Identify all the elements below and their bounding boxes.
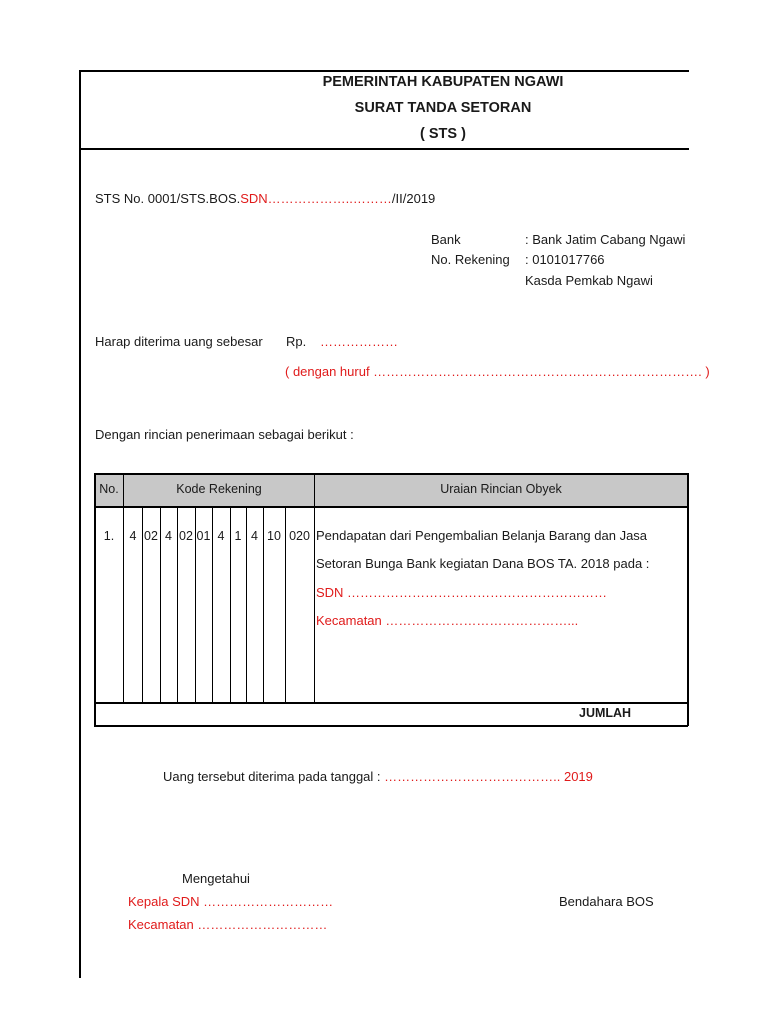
kode-segment: 020: [289, 529, 310, 543]
header-title-government: PEMERINTAH KABUPATEN NGAWI: [322, 74, 564, 90]
kode-segment: 10: [267, 529, 281, 543]
amount-rp: Rp.: [286, 334, 307, 349]
kode-segment: 4: [129, 529, 137, 543]
sts-number-sdn: SDN………………..………: [240, 191, 392, 206]
received-statement: [163, 769, 593, 784]
kode-segment: 4: [165, 529, 172, 543]
uraian-line-2: Setoran Bunga Bank kegiatan Dana BOS TA. 2018 pada :: [316, 556, 650, 571]
sign-bendahara: Bendahara BOS: [559, 894, 654, 909]
page-top-border: [79, 70, 689, 72]
uraian-line-1: Pendapatan dari Pengembalian Belanja Barang dan Jasa: [316, 528, 648, 543]
amount-in-words: ( dengan huruf …………………………………………………………………. ): [285, 364, 710, 379]
header-title-sts: SURAT TANDA SETORAN: [354, 100, 532, 116]
amount-label: Harap diterima uang sebesar: [95, 334, 263, 349]
sts-number: [95, 191, 435, 206]
sts-number-prefix: STS No. 0001/STS.BOS.: [95, 191, 241, 206]
account-holder: Kasda Pemkab Ngawi: [525, 273, 653, 288]
kode-segment: 4: [251, 529, 258, 543]
sign-mengetahui: Mengetahui: [182, 871, 250, 886]
col-header-uraian: Uraian Rincian Obyek: [440, 482, 562, 496]
jumlah-label: JUMLAH: [579, 706, 632, 720]
col-header-no: No.: [99, 482, 119, 496]
sts-number-suffix: /II/2019: [391, 191, 436, 206]
header-bottom-border: [79, 148, 689, 150]
received-text: Uang tersebut diterima pada tanggal :: [163, 769, 385, 784]
rincian-intro: Dengan rincian penerimaan sebagai berikut :: [95, 427, 354, 442]
account-value: : 0101017766: [525, 252, 605, 267]
received-date: ………………………………….. 2019: [384, 769, 593, 784]
kode-segment: 01: [196, 529, 211, 543]
rincian-table: [94, 473, 688, 726]
bank-label: Bank: [431, 232, 461, 247]
account-label: No. Rekening: [431, 252, 510, 267]
kode-segment: 02: [179, 529, 193, 543]
row-number: 1.: [103, 529, 115, 543]
uraian-line-kecamatan: Kecamatan ……………………………………...: [316, 613, 579, 628]
page-left-border: [79, 70, 81, 978]
sign-kecamatan: Kecamatan …………………………: [128, 917, 328, 932]
kode-segment: 4: [217, 529, 225, 543]
sign-kepala-sdn: Kepala SDN …………………………: [128, 894, 334, 909]
uraian-line-sdn: SDN ……………………………………………………: [316, 585, 608, 600]
col-header-kode-rekening: Kode Rekening: [176, 482, 262, 496]
header-title-abbrev: ( STS ): [420, 126, 466, 142]
amount-value: ………………: [320, 334, 398, 349]
kode-segment: 1: [234, 529, 242, 543]
kode-segment: 02: [144, 529, 158, 543]
bank-value: : Bank Jatim Cabang Ngawi: [525, 232, 686, 247]
